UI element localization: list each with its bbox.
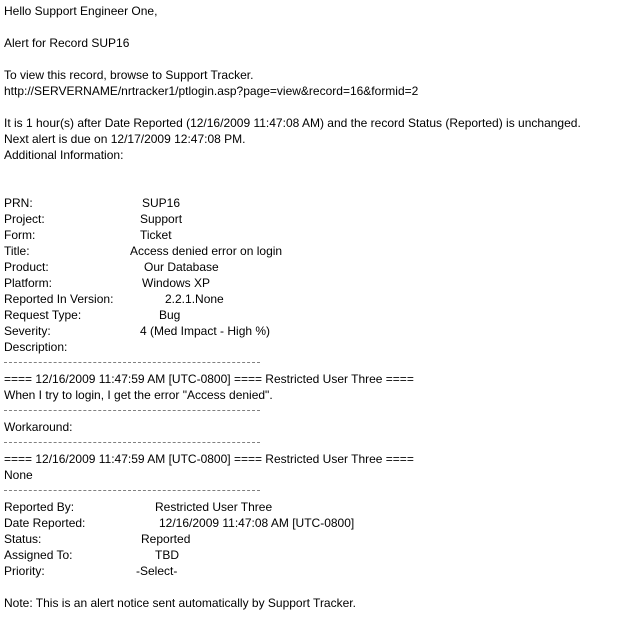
field-label-request-type: Request Type: [4, 308, 82, 322]
field-label-form: Form: [4, 228, 36, 242]
record-url-link[interactable]: http://SERVERNAME/nrtracker1/ptlogin.asp?page=view&record=16&formid=2 [4, 84, 419, 98]
workaround-header: ==== 12/16/2009 11:47:59 AM [UTC-0800] ==== Restricted User Three ==== [4, 452, 414, 466]
field-label-severity: Severity: [4, 324, 51, 338]
greeting-text: Hello Support Engineer One, [4, 4, 158, 18]
field-label-reported-in-version: Reported In Version: [4, 292, 114, 306]
field-label-date-reported: Date Reported: [4, 516, 86, 530]
status-message-text: It is 1 hour(s) after Date Reported (12/16/2009 11:47:08 AM) and the record Status (Reported) is unchanged. [4, 116, 581, 130]
field-value-reported-by: Restricted User Three [155, 500, 273, 514]
field-value-platform: Windows XP [142, 276, 211, 290]
field-value-prn: SUP16 [142, 196, 181, 210]
field-value-priority: -Select- [136, 564, 178, 578]
separator-line [4, 362, 260, 363]
next-alert-text: Next alert is due on 12/17/2009 12:47:08 PM. [4, 132, 246, 146]
field-label-assigned-to: Assigned To: [4, 548, 73, 562]
field-label-description: Description: [4, 340, 68, 354]
additional-info-label: Additional Information: [4, 148, 124, 162]
field-value-title: Access denied error on login [130, 244, 283, 258]
field-label-prn: PRN: [4, 196, 33, 210]
separator-line [4, 490, 260, 491]
field-value-assigned-to: TBD [155, 548, 179, 562]
separator-line [4, 410, 260, 411]
view-instruction-text: To view this record, browse to Support Tracker. [4, 68, 254, 82]
field-value-product: Our Database [144, 260, 219, 274]
field-label-status: Status: [4, 532, 42, 546]
field-value-request-type: Bug [159, 308, 181, 322]
field-value-severity: 4 (Med Impact - High %) [140, 324, 271, 338]
field-label-priority: Priority: [4, 564, 45, 578]
description-header: ==== 12/16/2009 11:47:59 AM [UTC-0800] ==== Restricted User Three ==== [4, 372, 414, 386]
note-text: Note: This is an alert notice sent automatically by Support Tracker. [4, 596, 356, 610]
workaround-text: None [4, 468, 33, 482]
workaround-label: Workaround: [4, 420, 73, 434]
field-label-title: Title: [4, 244, 30, 258]
field-value-reported-in-version: 2.2.1.None [165, 292, 224, 306]
field-value-status: Reported [141, 532, 191, 546]
field-label-project: Project: [4, 212, 45, 226]
field-label-product: Product: [4, 260, 49, 274]
alert-title: Alert for Record SUP16 [4, 36, 130, 50]
description-text: When I try to login, I get the error "Access denied". [4, 388, 273, 402]
field-label-reported-by: Reported By: [4, 500, 75, 514]
field-value-date-reported: 12/16/2009 11:47:08 AM [UTC-0800] [159, 516, 355, 530]
field-value-project: Support [140, 212, 183, 226]
separator-line [4, 442, 260, 443]
field-label-platform: Platform: [4, 276, 53, 290]
field-value-form: Ticket [140, 228, 172, 242]
